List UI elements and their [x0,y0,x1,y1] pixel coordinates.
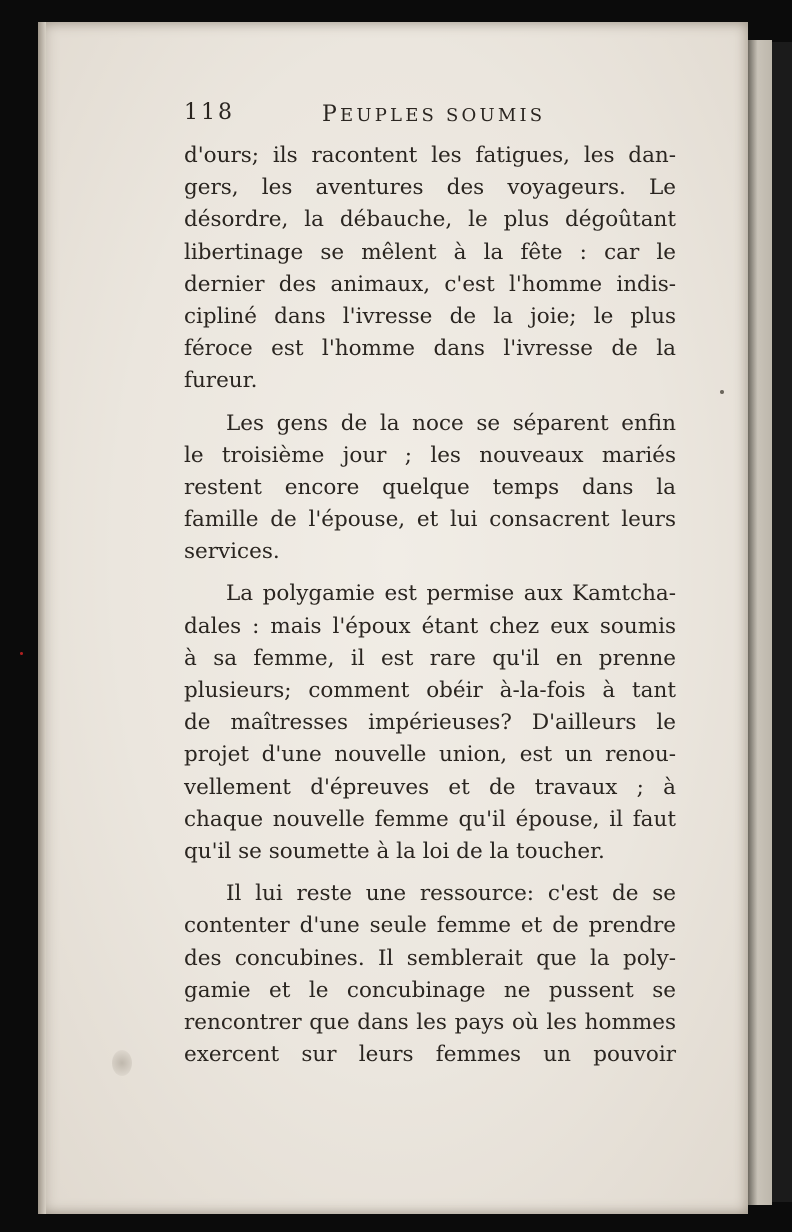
text-line: dales : mais l'époux étant chez eux soumis [184,613,676,639]
text-line: à sa femme, il est rare qu'il en prenne [184,645,676,671]
text-line: chaque nouvelle femme qu'il épouse, il faut [184,806,676,832]
paragraph [184,140,676,398]
text-line: de maîtresses impérieuses? D'ailleurs le [184,710,676,736]
text-line: libertinage se mêlent à la fête : car le [184,239,676,265]
adjacent-page-edge [748,40,772,1205]
page-gutter [38,22,46,1214]
text-line: famille de l'épouse, et lui consacrent leurs [184,507,676,533]
text-line: La polygamie est permise aux Kamtcha- [226,581,676,607]
text-line: des concubines. Il semblerait que la poly- [184,945,676,971]
text-line: gamie et le concubinage ne pussent se [184,977,676,1003]
text-line: exercent sur leurs femmes un pouvoir [184,1042,676,1068]
page-number: 118 [184,100,235,125]
text-line: restent encore quelque temps dans la [184,474,676,500]
paper-speck [720,390,724,394]
text-line: qu'il se soumette à la loi de la toucher. [184,838,605,864]
text-line: féroce est l'homme dans l'ivresse de la [184,336,676,362]
text-line: plusieurs; comment obéir à-la-fois à tant [184,678,676,703]
running-title-rest: EUPLES SOUMIS [340,105,546,126]
text-line: Les gens de la noce se séparent enfin [226,410,676,436]
running-title [322,102,545,127]
text-line: dernier des animaux, c'est l'homme indis- [184,271,676,297]
adjacent-page-shadow [772,42,792,1202]
paper-speck [112,1050,132,1076]
text-line: cipliné dans l'ivresse de la joie; le plus [184,303,676,329]
paper-speck [20,652,23,655]
paragraph [184,408,676,569]
text-line: projet d'une nouvelle union, est un renou- [184,742,676,768]
text-line: Il lui reste une ressource: c'est de se [226,881,676,907]
page-header [184,100,664,132]
text-line: d'ours; ils racontent les fatigues, les dan- [184,143,676,168]
text-line: gers, les aventures des voyageurs. Le [184,175,676,201]
paragraph [184,578,676,868]
paragraph [184,878,676,1071]
text-line: vellement d'épreuves et de travaux ; à [184,774,676,800]
text-line: désordre, la débauche, le plus dégoûtant [184,207,676,233]
running-title-capital: P [322,102,341,127]
text-line: services. [184,539,280,565]
text-line: rencontrer que dans les pays où les hommes [184,1009,676,1035]
text-line: le troisième jour ; les nouveaux mariés [184,442,676,468]
text-line: fureur. [184,368,258,394]
page-body-text [184,140,676,1081]
text-line: contenter d'une seule femme et de prendre [184,913,676,939]
